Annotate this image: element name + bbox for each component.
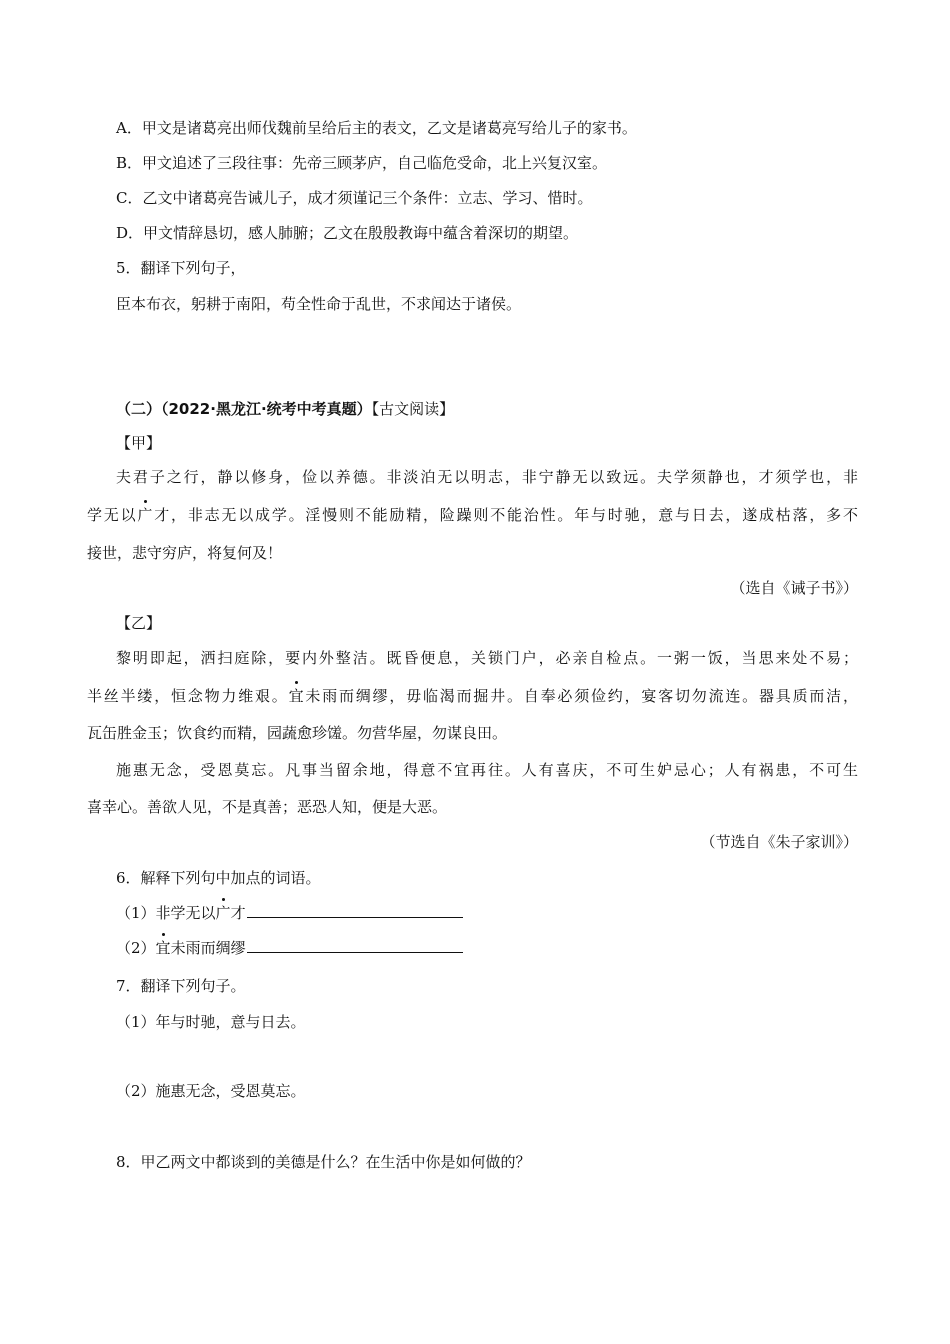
section-heading-tag: 【古文阅读】 <box>371 400 455 418</box>
yi-p1-line-2 <box>87 686 858 706</box>
q6-item-2-post: 未雨而绸缪 <box>170 939 246 957</box>
jia-label: 【甲】 <box>116 434 162 452</box>
jia-source: （选自《诫子书》） <box>730 579 858 597</box>
jia-line-2-post: 才，非志无以成学。淫慢则不能励精，险躁则不能治性。年与时驰，意与日去，遂成枯落，多不 <box>152 506 858 524</box>
q4-option-c: C．乙文中诸葛亮告诫儿子，成才须谨记三个条件：立志、学习、惜时。 <box>116 189 593 207</box>
yi-p1-line-2-pre: 半丝半缕，恒念物力维艰。 <box>87 687 289 705</box>
q5-sentence: 臣本布衣，躬耕于南阳，苟全性命于乱世，不求闻达于诸侯。 <box>116 295 522 313</box>
yi-p1-line-2-post: 未雨而绸缪，毋临渴而掘井。自奉必须俭约，宴客切勿流连。器具质而洁， <box>303 687 858 705</box>
yi-p2-line-1: 施惠无念，受恩莫忘。凡事当留余地，得意不宜再往。人有喜庆，不可生妒忌心；人有祸患，不可生 <box>116 761 858 779</box>
q8-prompt: 8．甲乙两文中都谈到的美德是什么？在生活中你是如何做的？ <box>116 1153 531 1171</box>
section-heading-source: （二）（2022·黑龙江·统考中考真题） <box>116 400 372 418</box>
q6-item-1-post: 才 <box>230 904 246 922</box>
q7-item-2: （2）施惠无念，受恩莫忘。 <box>116 1082 306 1100</box>
yi-p2-line-2: 喜幸心。善欲人见，不是真善；恶恐人知，便是大恶。 <box>87 798 448 816</box>
q7-prompt: 7．翻译下列句子。 <box>116 977 246 995</box>
section-heading <box>116 399 454 419</box>
emphasis-dot-yi: 宜 <box>288 687 304 705</box>
answer-blank-2[interactable] <box>247 938 463 953</box>
q6-item-1-pre: （1）非学无以 <box>116 904 216 922</box>
jia-line-1: 夫君子之行，静以修身，俭以养德。非淡泊无以明志，非宁静无以致远。夫学须静也，才须学也，非 <box>116 468 858 486</box>
yi-p1-line-3: 瓦缶胜金玉；饮食约而精，园蔬愈珍馐。勿营华屋，勿谋良田。 <box>87 724 508 742</box>
emphasis-dot-guang-q6: 广 <box>215 904 231 922</box>
yi-source: （节选自《朱子家训》） <box>700 833 858 851</box>
answer-blank-1[interactable] <box>247 903 463 918</box>
emphasis-dot-guang: 广 <box>137 506 153 524</box>
jia-line-3: 接世，悲守穷庐，将复何及！ <box>87 544 283 562</box>
jia-line-2 <box>87 505 858 525</box>
q6-item-2-pre: （2） <box>116 939 156 957</box>
q6-item-1 <box>116 903 463 923</box>
q7-item-1: （1）年与时驰，意与日去。 <box>116 1013 306 1031</box>
q6-prompt: 6．解释下列句中加点的词语。 <box>116 869 321 887</box>
emphasis-dot-yi-q6: 宜 <box>155 939 171 957</box>
q4-option-d: D．甲文情辞恳切，感人肺腑；乙文在殷殷教诲中蕴含着深切的期望。 <box>116 224 579 242</box>
yi-p1-line-1: 黎明即起，洒扫庭除，要内外整洁。既昏便息，关锁门户，必亲自检点。一粥一饭，当思来处不易； <box>116 649 858 667</box>
q5-prompt: 5．翻译下列句子， <box>116 259 246 277</box>
q6-item-2 <box>116 938 463 958</box>
jia-line-2-pre: 学无以 <box>87 506 138 524</box>
yi-label: 【乙】 <box>116 614 162 632</box>
q4-option-a: A．甲文是诸葛亮出师伐魏前呈给后主的表文，乙文是诸葛亮写给儿子的家书。 <box>116 119 637 137</box>
q4-option-b: B．甲文追述了三段往事：先帝三顾茅庐，自己临危受命，北上兴复汉室。 <box>116 154 608 172</box>
